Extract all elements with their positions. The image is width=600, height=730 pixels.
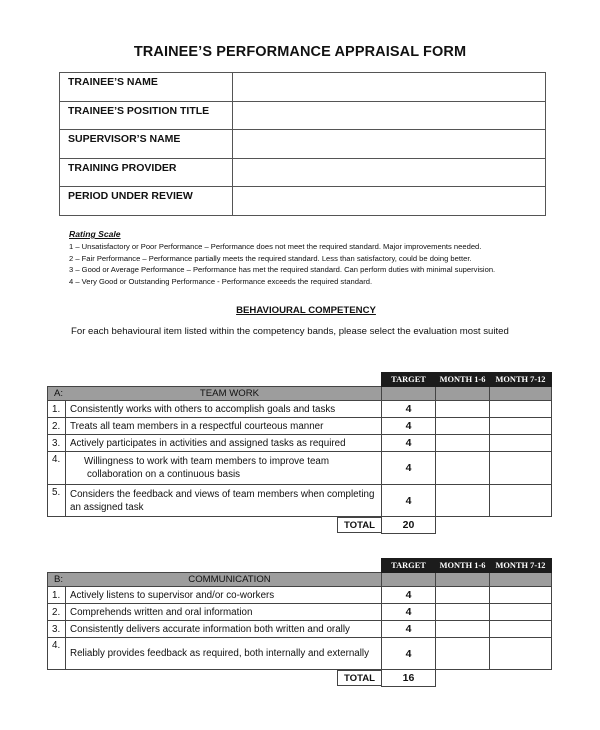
column-header-row — [48, 373, 552, 387]
table-row — [48, 638, 552, 670]
info-row-position-title — [60, 101, 546, 130]
item-text: Reliably provides feedback as required, both internally and externally — [66, 638, 382, 670]
month-1-6-column-header: MONTH 1-6 — [436, 373, 490, 387]
target-value: 4 — [382, 401, 436, 418]
target-value: 4 — [382, 638, 436, 670]
info-label: SUPERVISOR’S NAME — [60, 130, 233, 159]
item-text: Consistently works with others to accomplish goals and tasks — [66, 401, 382, 418]
item-text: Considers the feedback and views of team members when completing an assigned task — [66, 485, 382, 517]
month-7-12-rating-cell[interactable] — [490, 638, 552, 670]
table-row — [48, 435, 552, 452]
total-label: TOTAL — [337, 670, 381, 686]
period-under-review-field[interactable] — [233, 187, 546, 216]
section-name: TEAM WORK — [199, 388, 260, 399]
table-row — [48, 485, 552, 517]
item-number: 4. — [48, 452, 66, 485]
item-text: Willingness to work with team members to improve team collaboration on a continuous basis — [66, 452, 382, 485]
month-1-6-rating-cell[interactable] — [436, 435, 490, 452]
item-number: 3. — [48, 621, 66, 638]
month-1-6-rating-cell[interactable] — [436, 401, 490, 418]
info-label: TRAINEE’S POSITION TITLE — [60, 101, 233, 130]
item-text: Consistently delivers accurate information both written and orally — [66, 621, 382, 638]
item-text: Comprehends written and oral information — [66, 604, 382, 621]
training-provider-field[interactable] — [233, 158, 546, 187]
info-row-training-provider — [60, 158, 546, 187]
section-header — [48, 387, 552, 401]
rating-line-4: 4 – Very Good or Outstanding Performance - Performance exceeds the required standard. — [69, 277, 373, 287]
table-row — [48, 401, 552, 418]
month-1-6-rating-cell[interactable] — [436, 452, 490, 485]
target-value: 4 — [382, 621, 436, 638]
column-header-row — [48, 559, 552, 573]
section-letter: A: — [54, 388, 64, 399]
communication-table — [47, 558, 552, 687]
supervisor-name-field[interactable] — [233, 130, 546, 159]
section-name: COMMUNICATION — [188, 574, 271, 585]
item-number: 4. — [48, 638, 66, 670]
item-text: Actively participates in activities and assigned tasks as required — [66, 435, 382, 452]
table-row — [48, 604, 552, 621]
target-value: 4 — [382, 587, 436, 604]
month-1-6-rating-cell[interactable] — [436, 621, 490, 638]
month-7-12-rating-cell[interactable] — [490, 435, 552, 452]
month-1-6-rating-cell[interactable] — [436, 604, 490, 621]
total-row — [48, 670, 552, 687]
target-column-header: TARGET — [382, 559, 436, 573]
item-number: 2. — [48, 604, 66, 621]
month-7-12-rating-cell[interactable] — [490, 621, 552, 638]
month-1-6-rating-cell[interactable] — [436, 485, 490, 517]
info-label: TRAINEE’S NAME — [60, 73, 233, 102]
month-7-12-rating-cell[interactable] — [490, 401, 552, 418]
info-row-supervisor-name — [60, 130, 546, 159]
item-number: 3. — [48, 435, 66, 452]
month-7-12-rating-cell[interactable] — [490, 485, 552, 517]
item-number: 2. — [48, 418, 66, 435]
month-7-12-rating-cell[interactable] — [490, 604, 552, 621]
target-column-header: TARGET — [382, 373, 436, 387]
month-7-12-rating-cell[interactable] — [490, 418, 552, 435]
info-row-period-under-review — [60, 187, 546, 216]
team-work-table — [47, 372, 552, 534]
target-value: 4 — [382, 604, 436, 621]
item-text: Actively listens to supervisor and/or co-workers — [66, 587, 382, 604]
competency-instructions: For each behavioural item listed within the competency bands, please select the evaluation most suited — [71, 326, 509, 337]
item-number: 1. — [48, 587, 66, 604]
rating-line-3: 3 – Good or Average Performance – Performance has met the required standard. Can perform duties with minimal supervision. — [69, 265, 496, 275]
item-text: Treats all team members in a respectful courteous manner — [66, 418, 382, 435]
target-value: 4 — [382, 418, 436, 435]
item-number: 1. — [48, 401, 66, 418]
competency-title: BEHAVIOURAL COMPETENCY — [236, 305, 376, 316]
position-title-field[interactable] — [233, 101, 546, 130]
month-7-12-rating-cell[interactable] — [490, 452, 552, 485]
target-value: 4 — [382, 452, 436, 485]
month-1-6-rating-cell[interactable] — [436, 587, 490, 604]
target-value: 4 — [382, 485, 436, 517]
month-1-6-rating-cell[interactable] — [436, 638, 490, 670]
total-value: 20 — [382, 517, 436, 534]
section-header — [48, 573, 552, 587]
total-value: 16 — [382, 670, 436, 687]
target-value: 4 — [382, 435, 436, 452]
info-row-trainee-name — [60, 73, 546, 102]
info-label: PERIOD UNDER REVIEW — [60, 187, 233, 216]
total-label: TOTAL — [337, 517, 381, 533]
month-1-6-column-header: MONTH 1-6 — [436, 559, 490, 573]
item-number: 5. — [48, 485, 66, 517]
month-7-12-column-header: MONTH 7-12 — [490, 559, 552, 573]
table-row — [48, 587, 552, 604]
info-label: TRAINING PROVIDER — [60, 158, 233, 187]
section-letter: B: — [54, 574, 64, 585]
trainee-info-table — [59, 72, 546, 216]
table-row — [48, 452, 552, 485]
trainee-name-field[interactable] — [233, 73, 546, 102]
table-row — [48, 418, 552, 435]
month-7-12-column-header: MONTH 7-12 — [490, 373, 552, 387]
month-1-6-rating-cell[interactable] — [436, 418, 490, 435]
rating-line-1: 1 – Unsatisfactory or Poor Performance – Performance does not meet the required standard. Major improvements needed. — [69, 241, 482, 251]
rating-line-2: 2 – Fair Performance – Performance partially meets the required standard. Less than satisfactory, could be doing better. — [69, 253, 472, 263]
total-row — [48, 517, 552, 534]
month-7-12-rating-cell[interactable] — [490, 587, 552, 604]
table-row — [48, 621, 552, 638]
rating-scale — [69, 229, 495, 288]
form-title: TRAINEE’S PERFORMANCE APPRAISAL FORM — [133, 44, 467, 60]
rating-scale-title: Rating Scale — [69, 229, 121, 239]
